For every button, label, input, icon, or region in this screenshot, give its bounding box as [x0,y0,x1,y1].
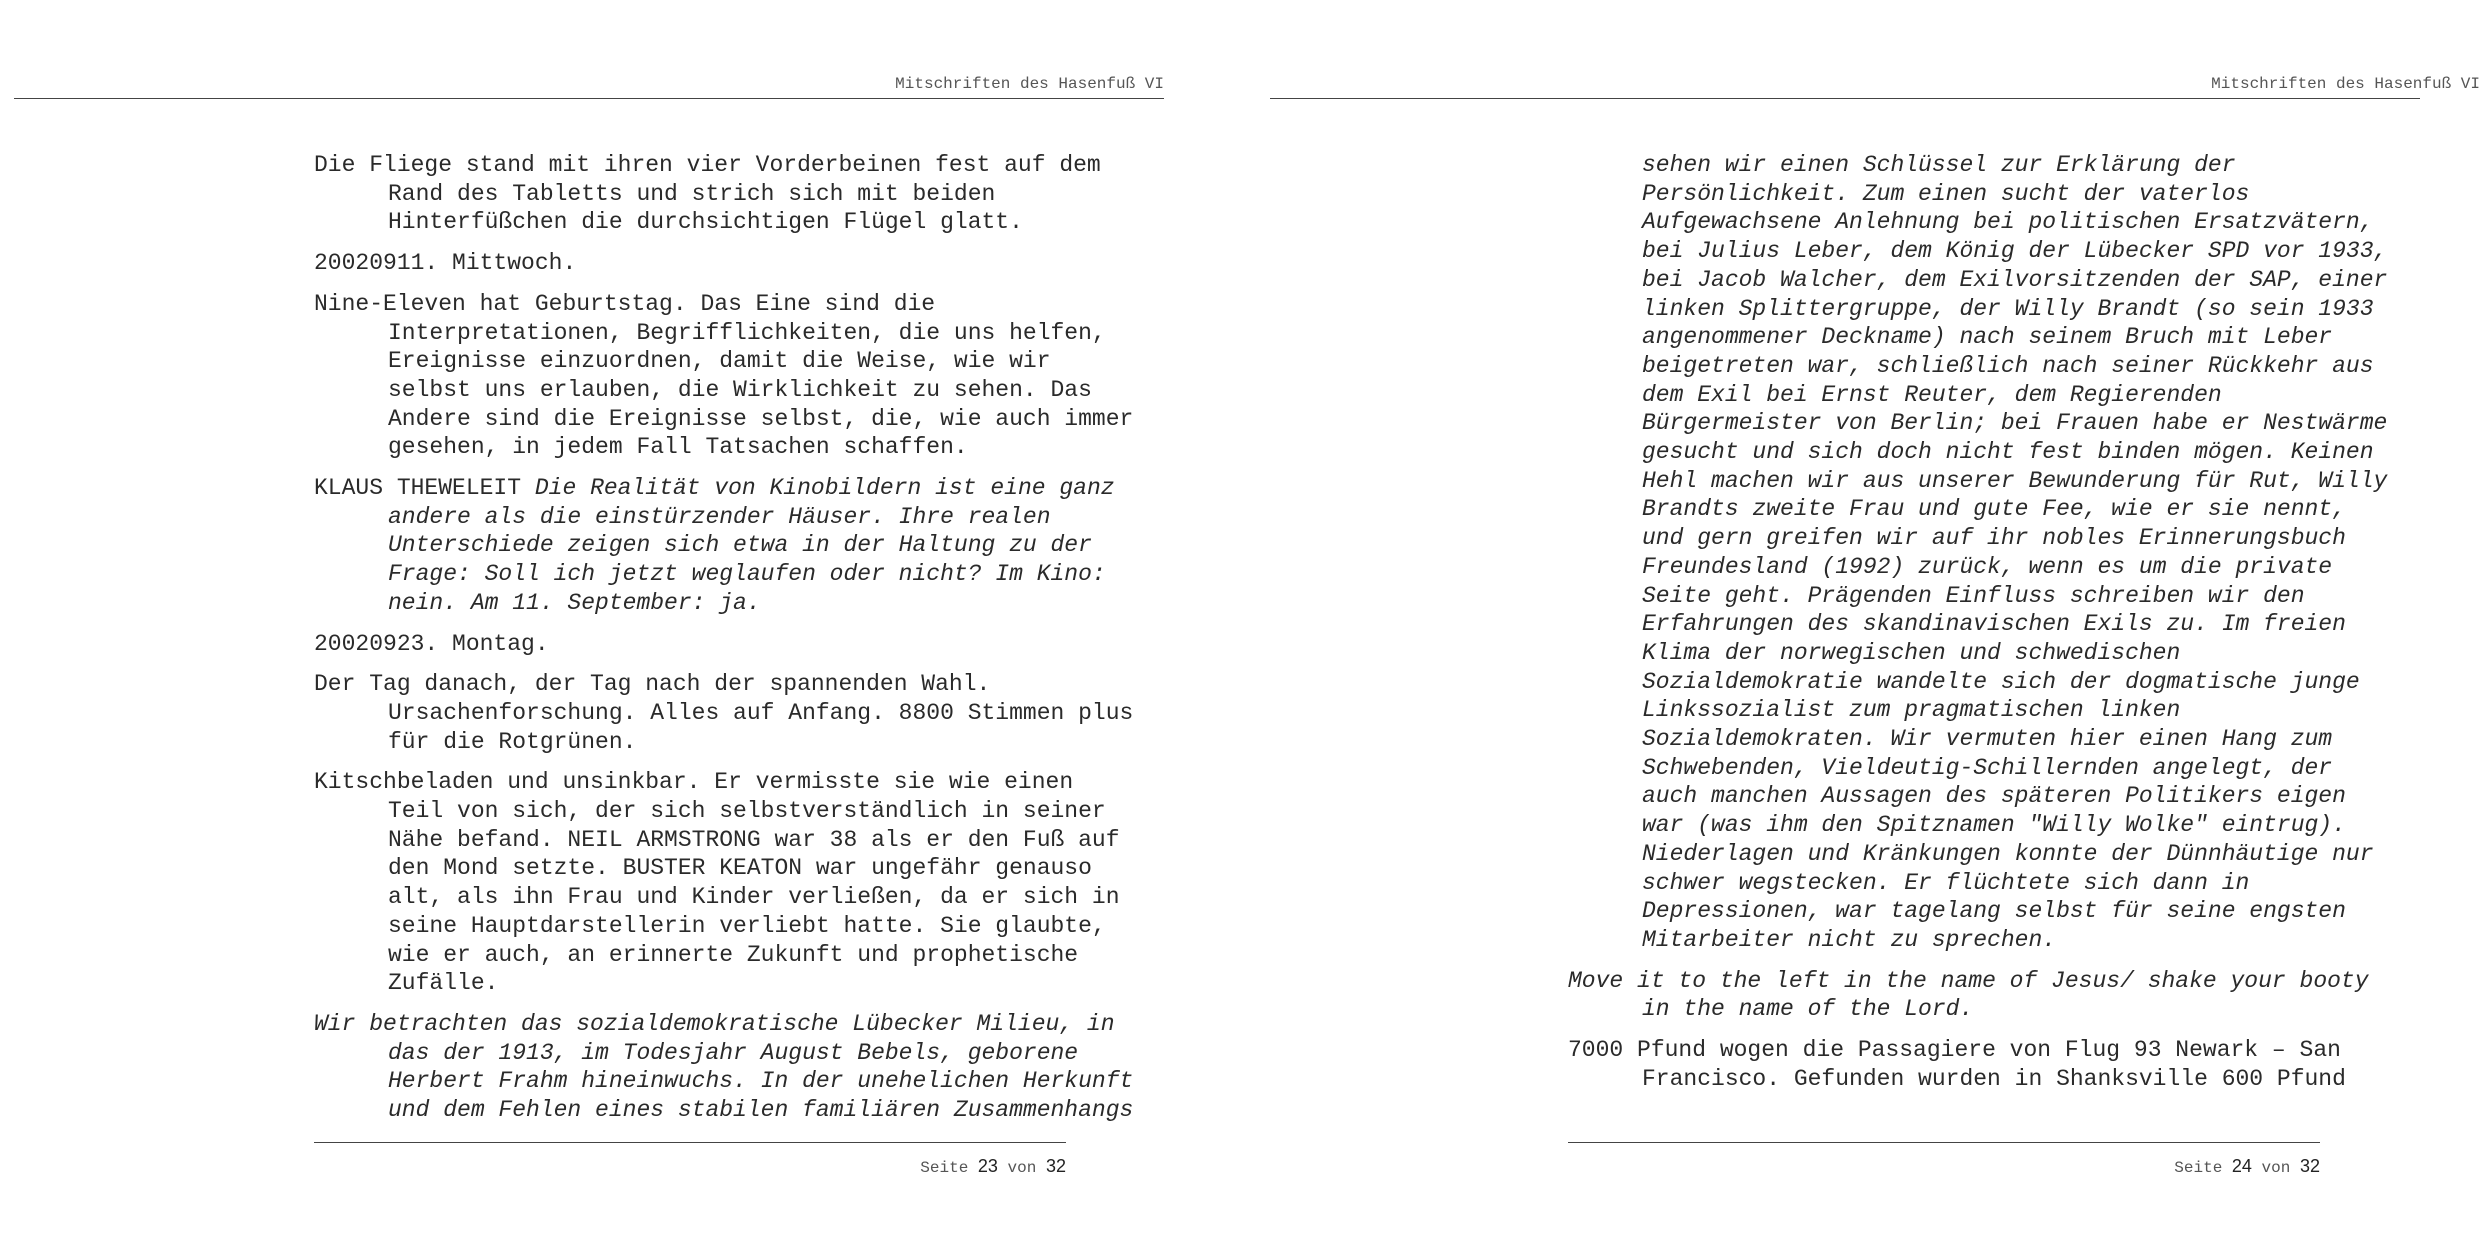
quote-text: Die Realität von Kinobildern ist eine ganz andere als die einstürzender Häuser. Ihre realen Unterschiede zeigen sich etwa in der Haltung zu der Frage: Soll ich jetzt weglaufen oder nicht? Im Kino: nein. Am 11. September: ja. [388,475,1115,616]
page-footer [920,1156,1066,1177]
total-pages-number: 32 [1045,1156,1066,1176]
quote-author: KLAUS THEWELEIT [314,475,522,502]
footer-rule [314,1142,1066,1143]
paragraph: Kitschbeladen und unsinkbar. Er vermisste sie wie einen Teil von sich, der sich selbstverständlich in seiner Nähe befand. NEIL ARMSTRONG war 38 als er den Fuß auf den Mond setzte. BUSTER KEATON war ungefähr genauso alt, als ihn Frau und Kinder verließen, da er sich in seine Hauptdarstellerin verliebt hatte. Sie glaubte, wie er auch, an erinnerte Zukunft und prophetische Zufälle. [314,769,1120,997]
header-rule [1270,98,2420,99]
date-entry: 20020923. Montag. [314,630,549,657]
italic-paragraph: Move it to the left in the name of Jesus/ shake your booty in the name of the Lord. [1568,967,2369,1023]
quote-paragraph [314,474,1134,618]
right-page [1240,0,2480,1240]
paragraph: Der Tag danach, der Tag nach der spannenden Wahl. Ursachenforschung. Alles auf Anfang. 8800 Stimmen plus für die Rotgrünen. [314,671,1134,755]
paragraph: Nine-Eleven hat Geburtstag. Das Eine sind die Interpretationen, Begrifflichkeiten, die uns helfen, Ereignisse einzuordnen, damit die Weise, wie wir selbst uns erlauben, die Wirklichkeit zu sehen. Das Andere sind die Ereignisse selbst, die, wie auch immer gesehen, in jedem Fall Tatsachen schaffen. [314,290,1134,461]
footer-rule [1568,1142,2320,1143]
total-pages-number: 32 [2299,1156,2320,1176]
italic-paragraph-continued: sehen wir einen Schlüssel zur Erklärung der Persönlichkeit. Zum einen sucht der vaterlos Aufgewachsene Anlehnung bei politischen Ersatzvätern, bei Julius Leber, dem König der Lübecker SPD vor 1933, bei Jacob Walcher, dem Exilvorsitzenden der SAP, einer linken Splittergruppe, der Willy Brandt (so sein 1933 angenommener Deckname) nach seinem Bruch mit Leber beigetreten war, schließlich nach seiner Rückkehr aus dem Exil bei Ernst Reuter, dem Regierenden Bürgermeister von Berlin; bei Frauen habe er Nestwärme gesucht und sich doch nicht fest binden mögen. Keinen Hehl machen wir aus unserer Bewunderung für Rut, Willy Brandts zweite Frau und gute Fee, wie er sie nennt, und gern greifen wir auf ihr nobles Erinnerungsbuch Freundesland (1992) zurück, wenn es um die private Seite geht. Prägenden Einfluss schreiben wir den Erfahrungen des skandinavischen Exils zu. Im freien Klima der norwegischen und schwedischen Sozialdemokratie wandelte sich der dogmatische junge Linkssozialist zum pragmatischen linken Sozialdemokraten. Wir vermuten hier einen Hang zum Schwebenden, Vieldeutig-Schillernden angelegt, der auch manchen Aussagen des späteren Politikers eigen war (was ihm den Spitznamen "Willy Wolke" eintrug). Niederlagen und Kränkungen konnte der Dünnhäutige nur schwer wegstecken. Er flüchtete sich dann in Depressionen, war tagelang selbst für seine engsten Mitarbeiter nicht zu sprechen. [1642,152,2388,953]
current-page-number: 24 [2231,1156,2252,1176]
page-body [314,151,1134,1137]
running-header: Mitschriften des Hasenfuß VI [2211,75,2480,93]
page-body [1568,151,2388,1106]
date-entry: 20020911. Mittwoch. [314,250,577,277]
header-rule [14,98,1164,99]
paragraph: 7000 Pfund wogen die Passagiere von Flug 93 Newark – San Francisco. Gefunden wurden in Shanksville 600 Pfund [1568,1037,2346,1092]
italic-paragraph: Wir betrachten das sozialdemokratische Lübecker Milieu, in das der 1913, im Todesjahr August Bebels, geborene Herbert Frahm hineinwuchs. In der unehelichen Herkunft und dem Fehlen eines stabilen familiären Zusammenhangs [314,1010,1134,1124]
current-page-number: 23 [977,1156,998,1176]
paragraph: Die Fliege stand mit ihren vier Vorderbeinen fest auf dem Rand des Tabletts und strich sich mit beiden Hinterfüßchen die durchsichtigen Flügel glatt. [314,152,1101,236]
footer-label-of: von [1007,1159,1037,1177]
footer-label-of: von [2261,1159,2291,1177]
footer-label-page: Seite [920,1159,969,1177]
page-footer [2174,1156,2320,1177]
running-header: Mitschriften des Hasenfuß VI [895,75,1164,93]
footer-label-page: Seite [2174,1159,2223,1177]
